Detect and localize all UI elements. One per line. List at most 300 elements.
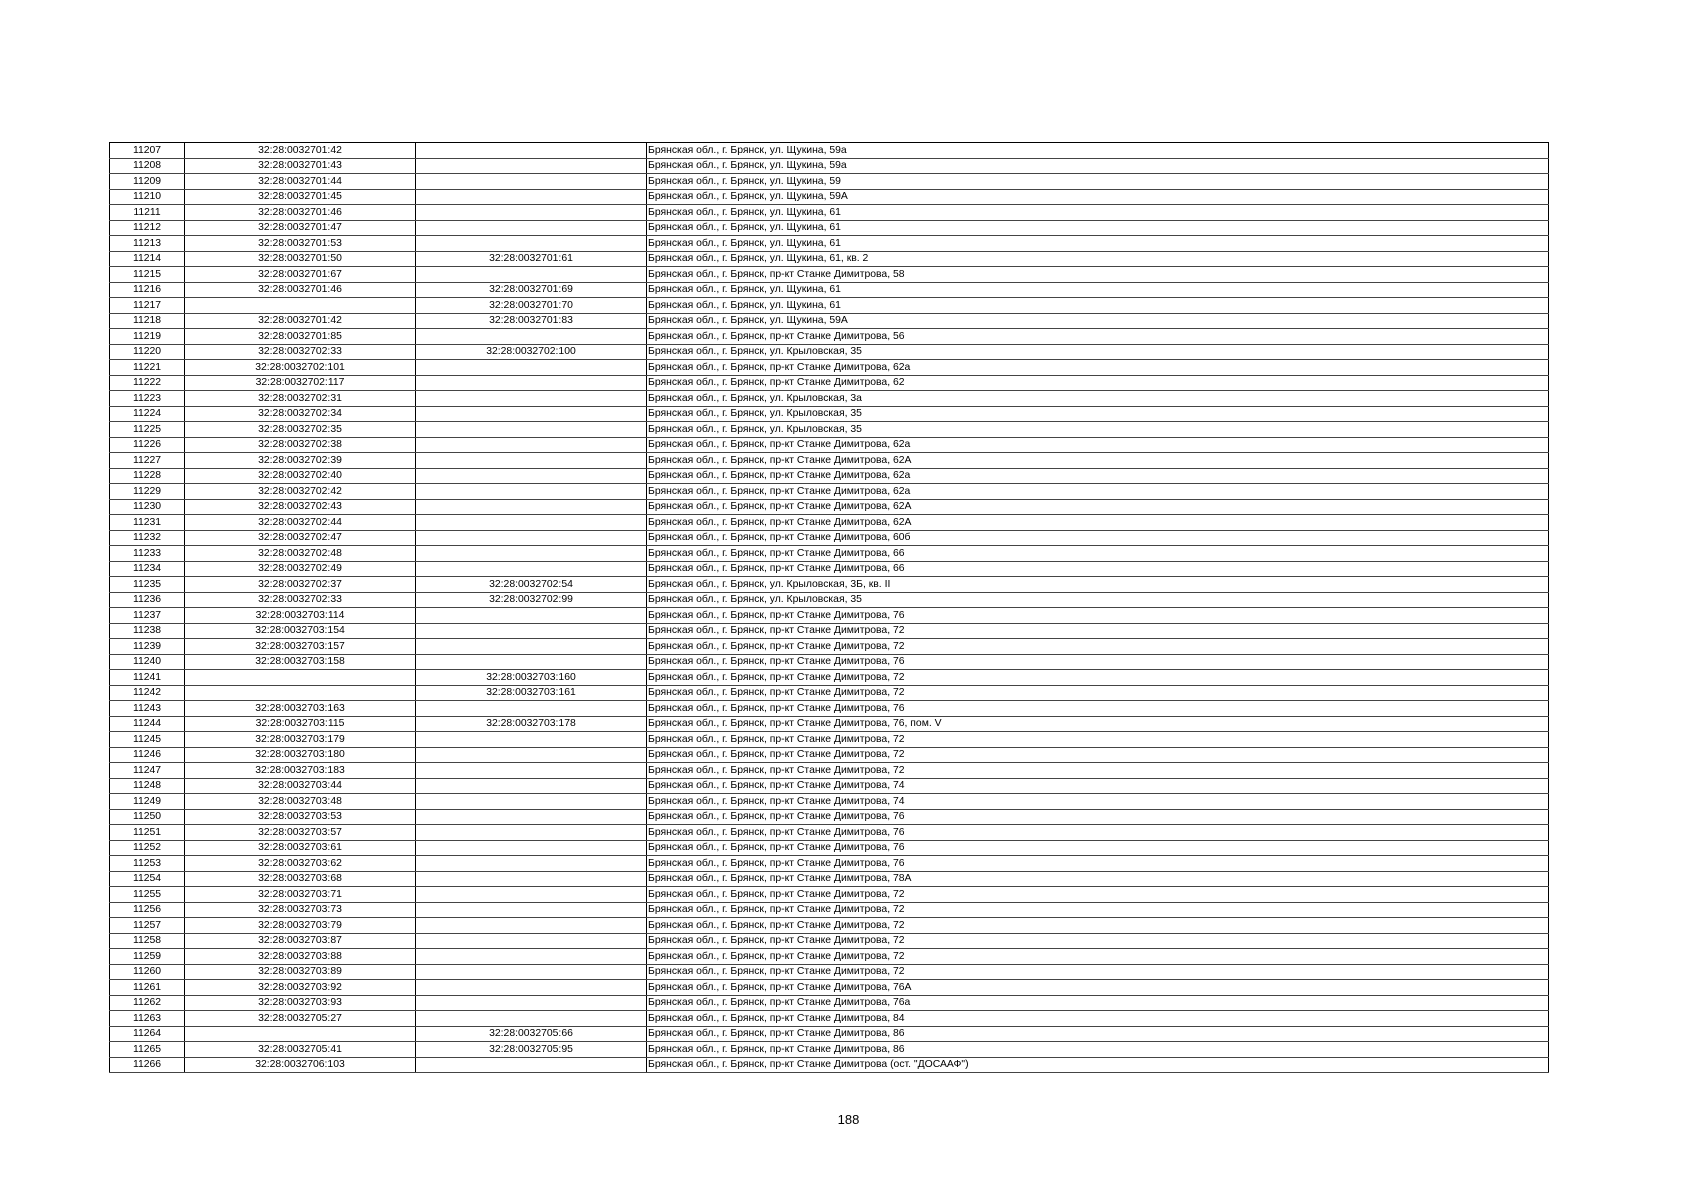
cadastral-number-cell: 32:28:0032703:92	[185, 980, 416, 996]
row-number-cell: 11263	[110, 1011, 185, 1027]
table-body	[110, 143, 1549, 1073]
cadastral-number-cell: 32:28:0032701:43	[185, 158, 416, 174]
row-number-cell: 11218	[110, 313, 185, 329]
address-cell: Брянская обл., г. Брянск, пр-кт Станке Димитрова, 74	[647, 794, 1549, 810]
table-row	[110, 1026, 1549, 1042]
row-number-cell: 11246	[110, 747, 185, 763]
cadastral-number-cell: 32:28:0032703:180	[185, 747, 416, 763]
cadastral-number-cell: 32:28:0032702:34	[185, 406, 416, 422]
address-cell: Брянская обл., г. Брянск, пр-кт Станке Димитрова, 66	[647, 561, 1549, 577]
address-cell: Брянская обл., г. Брянск, пр-кт Станке Димитрова, 72	[647, 670, 1549, 686]
object-cadastral-number-cell	[416, 391, 647, 407]
table-row	[110, 840, 1549, 856]
object-cadastral-number-cell	[416, 437, 647, 453]
object-cadastral-number-cell	[416, 840, 647, 856]
cadastral-number-cell: 32:28:0032703:87	[185, 933, 416, 949]
address-cell: Брянская обл., г. Брянск, пр-кт Станке Димитрова, 72	[647, 639, 1549, 655]
cadastral-number-cell: 32:28:0032702:40	[185, 468, 416, 484]
address-cell: Брянская обл., г. Брянск, пр-кт Станке Димитрова, 62а	[647, 360, 1549, 376]
row-number-cell: 11257	[110, 918, 185, 934]
cadastral-number-cell: 32:28:0032703:154	[185, 623, 416, 639]
table-row	[110, 794, 1549, 810]
cadastral-number-cell: 32:28:0032703:73	[185, 902, 416, 918]
row-number-cell: 11256	[110, 902, 185, 918]
table-row	[110, 174, 1549, 190]
row-number-cell: 11233	[110, 546, 185, 562]
row-number-cell: 11217	[110, 298, 185, 314]
row-number-cell: 11241	[110, 670, 185, 686]
table-row	[110, 825, 1549, 841]
cadastral-number-cell: 32:28:0032703:57	[185, 825, 416, 841]
address-cell: Брянская обл., г. Брянск, пр-кт Станке Димитрова, 62А	[647, 499, 1549, 515]
address-cell: Брянская обл., г. Брянск, пр-кт Станке Димитрова, 76	[647, 701, 1549, 717]
table-row	[110, 546, 1549, 562]
cadastral-number-cell: 32:28:0032703:53	[185, 809, 416, 825]
cadastral-number-cell: 32:28:0032702:31	[185, 391, 416, 407]
row-number-cell: 11265	[110, 1042, 185, 1058]
table-row	[110, 437, 1549, 453]
address-cell: Брянская обл., г. Брянск, пр-кт Станке Димитрова, 84	[647, 1011, 1549, 1027]
cadastral-number-cell: 32:28:0032703:157	[185, 639, 416, 655]
address-cell: Брянская обл., г. Брянск, ул. Щукина, 61	[647, 282, 1549, 298]
row-number-cell: 11255	[110, 887, 185, 903]
table-row	[110, 887, 1549, 903]
object-cadastral-number-cell	[416, 174, 647, 190]
row-number-cell: 11261	[110, 980, 185, 996]
object-cadastral-number-cell: 32:28:0032705:66	[416, 1026, 647, 1042]
cadastral-number-cell	[185, 298, 416, 314]
object-cadastral-number-cell	[416, 453, 647, 469]
address-cell: Брянская обл., г. Брянск, ул. Щукина, 61	[647, 298, 1549, 314]
table-row	[110, 623, 1549, 639]
table-row	[110, 360, 1549, 376]
table-row	[110, 344, 1549, 360]
row-number-cell: 11229	[110, 484, 185, 500]
row-number-cell: 11211	[110, 205, 185, 221]
address-cell: Брянская обл., г. Брянск, ул. Щукина, 59А	[647, 313, 1549, 329]
object-cadastral-number-cell	[416, 375, 647, 391]
row-number-cell: 11232	[110, 530, 185, 546]
table-row	[110, 918, 1549, 934]
table-row	[110, 608, 1549, 624]
object-cadastral-number-cell	[416, 530, 647, 546]
address-cell: Брянская обл., г. Брянск, пр-кт Станке Димитрова, 76	[647, 608, 1549, 624]
row-number-cell: 11243	[110, 701, 185, 717]
table-row	[110, 871, 1549, 887]
object-cadastral-number-cell	[416, 158, 647, 174]
table-row	[110, 236, 1549, 252]
address-cell: Брянская обл., г. Брянск, пр-кт Станке Димитрова, 72	[647, 964, 1549, 980]
address-cell: Брянская обл., г. Брянск, пр-кт Станке Димитрова, 78А	[647, 871, 1549, 887]
row-number-cell: 11216	[110, 282, 185, 298]
address-cell: Брянская обл., г. Брянск, пр-кт Станке Димитрова, 76	[647, 825, 1549, 841]
row-number-cell: 11231	[110, 515, 185, 531]
address-cell: Брянская обл., г. Брянск, ул. Щукина, 61	[647, 220, 1549, 236]
object-cadastral-number-cell: 32:28:0032701:83	[416, 313, 647, 329]
table-row	[110, 313, 1549, 329]
table-row	[110, 468, 1549, 484]
object-cadastral-number-cell	[416, 995, 647, 1011]
table-row	[110, 484, 1549, 500]
row-number-cell: 11208	[110, 158, 185, 174]
address-cell: Брянская обл., г. Брянск, пр-кт Станке Димитрова, 76	[647, 809, 1549, 825]
object-cadastral-number-cell	[416, 763, 647, 779]
address-cell: Брянская обл., г. Брянск, пр-кт Станке Димитрова, 66	[647, 546, 1549, 562]
row-number-cell: 11215	[110, 267, 185, 283]
object-cadastral-number-cell	[416, 980, 647, 996]
table-row	[110, 592, 1549, 608]
address-cell: Брянская обл., г. Брянск, пр-кт Станке Димитрова, 62а	[647, 437, 1549, 453]
object-cadastral-number-cell	[416, 639, 647, 655]
object-cadastral-number-cell	[416, 701, 647, 717]
row-number-cell: 11236	[110, 592, 185, 608]
cadastral-number-cell: 32:28:0032701:50	[185, 251, 416, 267]
cadastral-number-cell: 32:28:0032702:43	[185, 499, 416, 515]
object-cadastral-number-cell	[416, 561, 647, 577]
object-cadastral-number-cell	[416, 794, 647, 810]
address-cell: Брянская обл., г. Брянск, пр-кт Станке Димитрова, 56	[647, 329, 1549, 345]
cadastral-number-cell: 32:28:0032703:89	[185, 964, 416, 980]
object-cadastral-number-cell: 32:28:0032705:95	[416, 1042, 647, 1058]
table-row	[110, 453, 1549, 469]
row-number-cell: 11254	[110, 871, 185, 887]
table-row	[110, 685, 1549, 701]
address-cell: Брянская обл., г. Брянск, ул. Щукина, 59	[647, 174, 1549, 190]
table-row	[110, 747, 1549, 763]
object-cadastral-number-cell	[416, 484, 647, 500]
cadastral-number-cell: 32:28:0032705:41	[185, 1042, 416, 1058]
cadastral-number-cell: 32:28:0032702:37	[185, 577, 416, 593]
object-cadastral-number-cell: 32:28:0032703:160	[416, 670, 647, 686]
row-number-cell: 11207	[110, 143, 185, 159]
object-cadastral-number-cell: 32:28:0032702:99	[416, 592, 647, 608]
row-number-cell: 11235	[110, 577, 185, 593]
cadastral-number-cell: 32:28:0032703:183	[185, 763, 416, 779]
cadastral-number-cell: 32:28:0032701:67	[185, 267, 416, 283]
cadastral-number-cell: 32:28:0032701:46	[185, 205, 416, 221]
object-cadastral-number-cell	[416, 1011, 647, 1027]
object-cadastral-number-cell	[416, 949, 647, 965]
row-number-cell: 11225	[110, 422, 185, 438]
address-cell: Брянская обл., г. Брянск, пр-кт Станке Димитрова (ост. "ДОСААФ")	[647, 1057, 1549, 1073]
row-number-cell: 11210	[110, 189, 185, 205]
object-cadastral-number-cell	[416, 422, 647, 438]
cadastral-table	[109, 142, 1549, 1073]
object-cadastral-number-cell	[416, 887, 647, 903]
address-cell: Брянская обл., г. Брянск, пр-кт Станке Димитрова, 86	[647, 1026, 1549, 1042]
address-cell: Брянская обл., г. Брянск, пр-кт Станке Димитрова, 62А	[647, 453, 1549, 469]
address-cell: Брянская обл., г. Брянск, пр-кт Станке Димитрова, 72	[647, 732, 1549, 748]
cadastral-number-cell: 32:28:0032703:79	[185, 918, 416, 934]
address-cell: Брянская обл., г. Брянск, ул. Щукина, 59а	[647, 158, 1549, 174]
cadastral-number-cell: 32:28:0032705:27	[185, 1011, 416, 1027]
cadastral-number-cell: 32:28:0032706:103	[185, 1057, 416, 1073]
object-cadastral-number-cell	[416, 499, 647, 515]
object-cadastral-number-cell	[416, 468, 647, 484]
address-cell: Брянская обл., г. Брянск, пр-кт Станке Димитрова, 72	[647, 902, 1549, 918]
object-cadastral-number-cell	[416, 236, 647, 252]
object-cadastral-number-cell	[416, 778, 647, 794]
row-number-cell: 11228	[110, 468, 185, 484]
page-number: 188	[837, 1112, 860, 1127]
cadastral-number-cell: 32:28:0032703:115	[185, 716, 416, 732]
address-cell: Брянская обл., г. Брянск, пр-кт Станке Димитрова, 76, пом. V	[647, 716, 1549, 732]
row-number-cell: 11214	[110, 251, 185, 267]
table-row	[110, 298, 1549, 314]
table-row	[110, 189, 1549, 205]
row-number-cell: 11220	[110, 344, 185, 360]
object-cadastral-number-cell	[416, 732, 647, 748]
table-row	[110, 716, 1549, 732]
object-cadastral-number-cell	[416, 1057, 647, 1073]
object-cadastral-number-cell	[416, 825, 647, 841]
row-number-cell: 11248	[110, 778, 185, 794]
cadastral-number-cell: 32:28:0032703:62	[185, 856, 416, 872]
object-cadastral-number-cell	[416, 546, 647, 562]
address-cell: Брянская обл., г. Брянск, пр-кт Станке Димитрова, 76а	[647, 995, 1549, 1011]
row-number-cell: 11253	[110, 856, 185, 872]
address-cell: Брянская обл., г. Брянск, пр-кт Станке Димитрова, 62	[647, 375, 1549, 391]
table-row	[110, 251, 1549, 267]
row-number-cell: 11262	[110, 995, 185, 1011]
table-row	[110, 406, 1549, 422]
cadastral-number-cell: 32:28:0032701:53	[185, 236, 416, 252]
object-cadastral-number-cell: 32:28:0032703:161	[416, 685, 647, 701]
row-number-cell: 11259	[110, 949, 185, 965]
address-cell: Брянская обл., г. Брянск, ул. Щукина, 61, кв. 2	[647, 251, 1549, 267]
cadastral-number-cell: 32:28:0032702:117	[185, 375, 416, 391]
cadastral-number-cell: 32:28:0032702:39	[185, 453, 416, 469]
address-cell: Брянская обл., г. Брянск, пр-кт Станке Димитрова, 72	[647, 747, 1549, 763]
table-row	[110, 530, 1549, 546]
object-cadastral-number-cell	[416, 329, 647, 345]
address-cell: Брянская обл., г. Брянск, пр-кт Станке Димитрова, 76	[647, 856, 1549, 872]
table-row	[110, 995, 1549, 1011]
row-number-cell: 11252	[110, 840, 185, 856]
cadastral-number-cell: 32:28:0032703:88	[185, 949, 416, 965]
address-cell: Брянская обл., г. Брянск, пр-кт Станке Димитрова, 72	[647, 623, 1549, 639]
cadastral-number-cell: 32:28:0032702:33	[185, 592, 416, 608]
address-cell: Брянская обл., г. Брянск, пр-кт Станке Димитрова, 72	[647, 763, 1549, 779]
cadastral-number-cell: 32:28:0032702:44	[185, 515, 416, 531]
cadastral-number-cell: 32:28:0032702:35	[185, 422, 416, 438]
address-cell: Брянская обл., г. Брянск, пр-кт Станке Димитрова, 76	[647, 654, 1549, 670]
address-cell: Брянская обл., г. Брянск, пр-кт Станке Димитрова, 60б	[647, 530, 1549, 546]
table-row	[110, 282, 1549, 298]
object-cadastral-number-cell: 32:28:0032703:178	[416, 716, 647, 732]
row-number-cell: 11237	[110, 608, 185, 624]
row-number-cell: 11260	[110, 964, 185, 980]
cadastral-number-cell: 32:28:0032702:48	[185, 546, 416, 562]
cadastral-number-cell: 32:28:0032703:44	[185, 778, 416, 794]
table-row	[110, 375, 1549, 391]
cadastral-number-cell	[185, 685, 416, 701]
object-cadastral-number-cell	[416, 515, 647, 531]
object-cadastral-number-cell	[416, 654, 647, 670]
object-cadastral-number-cell: 32:28:0032702:100	[416, 344, 647, 360]
address-cell: Брянская обл., г. Брянск, ул. Крыловская, 3а	[647, 391, 1549, 407]
address-cell: Брянская обл., г. Брянск, пр-кт Станке Димитрова, 62А	[647, 515, 1549, 531]
table-row	[110, 158, 1549, 174]
object-cadastral-number-cell	[416, 608, 647, 624]
address-cell: Брянская обл., г. Брянск, ул. Крыловская, 35	[647, 592, 1549, 608]
row-number-cell: 11240	[110, 654, 185, 670]
cadastral-number-cell: 32:28:0032703:48	[185, 794, 416, 810]
table-row	[110, 639, 1549, 655]
cadastral-number-cell: 32:28:0032702:33	[185, 344, 416, 360]
object-cadastral-number-cell	[416, 964, 647, 980]
cadastral-number-cell: 32:28:0032701:42	[185, 143, 416, 159]
address-cell: Брянская обл., г. Брянск, пр-кт Станке Димитрова, 76	[647, 840, 1549, 856]
table-row	[110, 499, 1549, 515]
table-row	[110, 1042, 1549, 1058]
address-cell: Брянская обл., г. Брянск, ул. Щукина, 59а	[647, 143, 1549, 159]
table-row	[110, 902, 1549, 918]
cadastral-number-cell	[185, 670, 416, 686]
table-row	[110, 205, 1549, 221]
cadastral-number-cell: 32:28:0032701:44	[185, 174, 416, 190]
cadastral-number-cell: 32:28:0032702:47	[185, 530, 416, 546]
object-cadastral-number-cell	[416, 360, 647, 376]
row-number-cell: 11222	[110, 375, 185, 391]
table-row	[110, 143, 1549, 159]
address-cell: Брянская обл., г. Брянск, пр-кт Станке Димитрова, 72	[647, 949, 1549, 965]
cadastral-number-cell: 32:28:0032701:42	[185, 313, 416, 329]
address-cell: Брянская обл., г. Брянск, пр-кт Станке Димитрова, 62а	[647, 468, 1549, 484]
address-cell: Брянская обл., г. Брянск, пр-кт Станке Димитрова, 72	[647, 685, 1549, 701]
table-row	[110, 980, 1549, 996]
table-row	[110, 933, 1549, 949]
table-row	[110, 654, 1549, 670]
object-cadastral-number-cell: 32:28:0032701:61	[416, 251, 647, 267]
object-cadastral-number-cell	[416, 205, 647, 221]
row-number-cell: 11209	[110, 174, 185, 190]
row-number-cell: 11250	[110, 809, 185, 825]
address-cell: Брянская обл., г. Брянск, пр-кт Станке Димитрова, 76А	[647, 980, 1549, 996]
row-number-cell: 11266	[110, 1057, 185, 1073]
table-row	[110, 949, 1549, 965]
table-row	[110, 701, 1549, 717]
table-row	[110, 1011, 1549, 1027]
table-row	[110, 778, 1549, 794]
cadastral-number-cell: 32:28:0032702:38	[185, 437, 416, 453]
cadastral-number-cell: 32:28:0032702:49	[185, 561, 416, 577]
object-cadastral-number-cell	[416, 623, 647, 639]
address-cell: Брянская обл., г. Брянск, пр-кт Станке Димитрова, 72	[647, 933, 1549, 949]
address-cell: Брянская обл., г. Брянск, ул. Крыловская, 35	[647, 422, 1549, 438]
cadastral-number-cell: 32:28:0032703:93	[185, 995, 416, 1011]
cadastral-number-cell: 32:28:0032703:179	[185, 732, 416, 748]
row-number-cell: 11249	[110, 794, 185, 810]
address-cell: Брянская обл., г. Брянск, ул. Крыловская, 3Б, кв. II	[647, 577, 1549, 593]
address-cell: Брянская обл., г. Брянск, пр-кт Станке Димитрова, 58	[647, 267, 1549, 283]
object-cadastral-number-cell	[416, 809, 647, 825]
table-row	[110, 964, 1549, 980]
address-cell: Брянская обл., г. Брянск, пр-кт Станке Димитрова, 86	[647, 1042, 1549, 1058]
object-cadastral-number-cell	[416, 747, 647, 763]
object-cadastral-number-cell	[416, 902, 647, 918]
cadastral-number-cell: 32:28:0032703:158	[185, 654, 416, 670]
table-row	[110, 670, 1549, 686]
cadastral-number-cell: 32:28:0032703:71	[185, 887, 416, 903]
cadastral-number-cell: 32:28:0032703:61	[185, 840, 416, 856]
address-cell: Брянская обл., г. Брянск, пр-кт Станке Димитрова, 72	[647, 918, 1549, 934]
row-number-cell: 11226	[110, 437, 185, 453]
table-row	[110, 561, 1549, 577]
object-cadastral-number-cell	[416, 856, 647, 872]
row-number-cell: 11242	[110, 685, 185, 701]
cadastral-number-cell: 32:28:0032701:46	[185, 282, 416, 298]
cadastral-number-cell: 32:28:0032701:47	[185, 220, 416, 236]
cadastral-number-cell: 32:28:0032702:101	[185, 360, 416, 376]
object-cadastral-number-cell	[416, 871, 647, 887]
address-cell: Брянская обл., г. Брянск, ул. Щукина, 59А	[647, 189, 1549, 205]
object-cadastral-number-cell: 32:28:0032701:69	[416, 282, 647, 298]
row-number-cell: 11212	[110, 220, 185, 236]
object-cadastral-number-cell: 32:28:0032702:54	[416, 577, 647, 593]
cadastral-number-cell: 32:28:0032703:114	[185, 608, 416, 624]
row-number-cell: 11234	[110, 561, 185, 577]
table-row	[110, 220, 1549, 236]
row-number-cell: 11247	[110, 763, 185, 779]
object-cadastral-number-cell: 32:28:0032701:70	[416, 298, 647, 314]
table-row	[110, 1057, 1549, 1073]
cadastral-number-cell	[185, 1026, 416, 1042]
object-cadastral-number-cell	[416, 220, 647, 236]
table-row	[110, 809, 1549, 825]
object-cadastral-number-cell	[416, 918, 647, 934]
address-cell: Брянская обл., г. Брянск, ул. Щукина, 61	[647, 236, 1549, 252]
cadastral-number-cell: 32:28:0032703:68	[185, 871, 416, 887]
row-number-cell: 11227	[110, 453, 185, 469]
row-number-cell: 11219	[110, 329, 185, 345]
table-row	[110, 763, 1549, 779]
object-cadastral-number-cell	[416, 189, 647, 205]
row-number-cell: 11264	[110, 1026, 185, 1042]
cadastral-number-cell: 32:28:0032701:45	[185, 189, 416, 205]
table-row	[110, 391, 1549, 407]
row-number-cell: 11213	[110, 236, 185, 252]
table-row	[110, 422, 1549, 438]
address-cell: Брянская обл., г. Брянск, ул. Щукина, 61	[647, 205, 1549, 221]
row-number-cell: 11244	[110, 716, 185, 732]
table-row	[110, 577, 1549, 593]
object-cadastral-number-cell	[416, 933, 647, 949]
object-cadastral-number-cell	[416, 406, 647, 422]
address-cell: Брянская обл., г. Брянск, ул. Крыловская, 35	[647, 344, 1549, 360]
object-cadastral-number-cell	[416, 143, 647, 159]
row-number-cell: 11221	[110, 360, 185, 376]
address-cell: Брянская обл., г. Брянск, пр-кт Станке Димитрова, 72	[647, 887, 1549, 903]
address-cell: Брянская обл., г. Брянск, ул. Крыловская, 35	[647, 406, 1549, 422]
table-row	[110, 856, 1549, 872]
address-cell: Брянская обл., г. Брянск, пр-кт Станке Димитрова, 74	[647, 778, 1549, 794]
address-cell: Брянская обл., г. Брянск, пр-кт Станке Димитрова, 62а	[647, 484, 1549, 500]
table-row	[110, 267, 1549, 283]
row-number-cell: 11238	[110, 623, 185, 639]
object-cadastral-number-cell	[416, 267, 647, 283]
row-number-cell: 11224	[110, 406, 185, 422]
row-number-cell: 11258	[110, 933, 185, 949]
cadastral-number-cell: 32:28:0032703:163	[185, 701, 416, 717]
row-number-cell: 11230	[110, 499, 185, 515]
cadastral-number-cell: 32:28:0032702:42	[185, 484, 416, 500]
row-number-cell: 11239	[110, 639, 185, 655]
table-row	[110, 732, 1549, 748]
row-number-cell: 11251	[110, 825, 185, 841]
table-row	[110, 515, 1549, 531]
table-row	[110, 329, 1549, 345]
